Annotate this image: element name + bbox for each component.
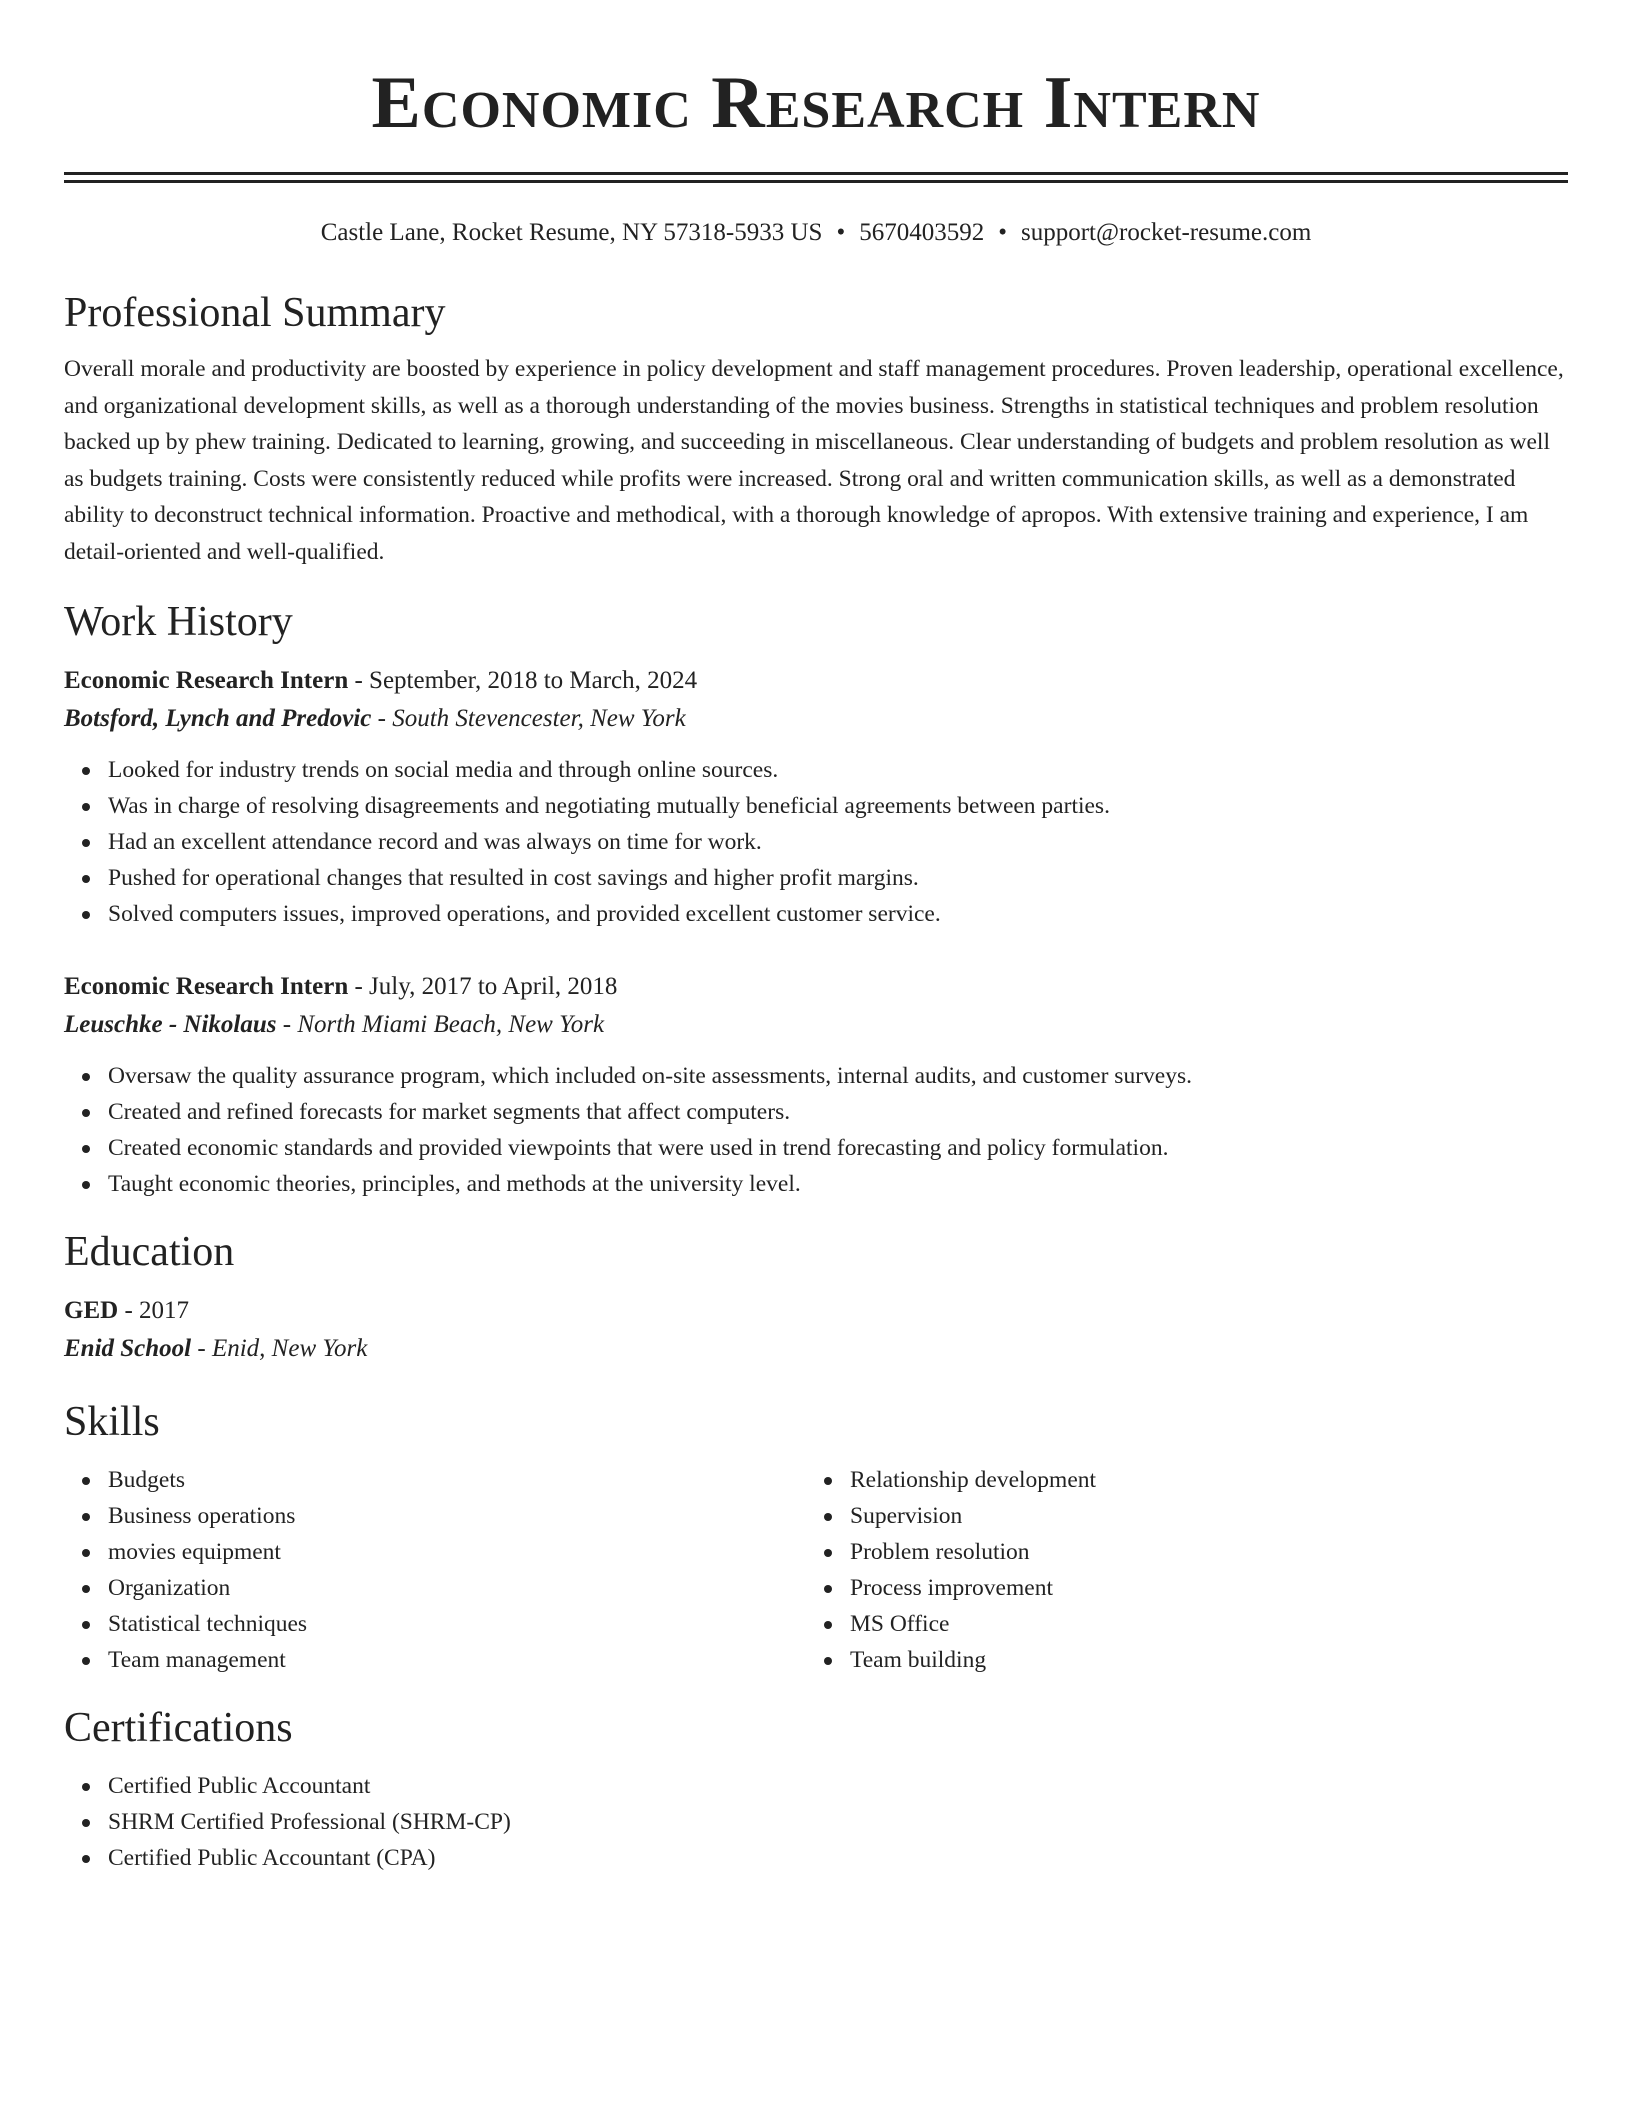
- skills-column-left: [64, 1462, 806, 1678]
- list-item: Pushed for operational changes that resulted in cost savings and higher profit margins.: [108, 860, 1568, 896]
- company-location: - North Miami Beach, New York: [276, 1011, 605, 1038]
- certification-item: Certified Public Accountant: [108, 1768, 1568, 1804]
- title-divider: [64, 172, 1568, 183]
- skill-item: movies equipment: [108, 1534, 806, 1570]
- skill-item: Relationship development: [850, 1462, 1568, 1498]
- skill-item: Team management: [108, 1642, 806, 1678]
- school-line: [64, 1330, 1568, 1368]
- job-dates: - July, 2017 to April, 2018: [348, 973, 618, 1000]
- certifications-list: [64, 1768, 1568, 1876]
- school-name: Enid School: [64, 1335, 192, 1362]
- skill-item: Supervision: [850, 1498, 1568, 1534]
- skills-list-right: [806, 1462, 1568, 1678]
- contact-email: support@rocket-resume.com: [1021, 219, 1312, 246]
- skill-item: Team building: [850, 1642, 1568, 1678]
- skill-item: Process improvement: [850, 1570, 1568, 1606]
- skill-item: Statistical techniques: [108, 1606, 806, 1642]
- job-title-line: [64, 662, 1568, 700]
- resume-title: Economic Research Intern: [371, 62, 1261, 144]
- certification-item: Certified Public Accountant (CPA): [108, 1840, 1568, 1876]
- list-item: Solved computers issues, improved operations, and provided excellent customer service.: [108, 896, 1568, 932]
- degree-line: [64, 1292, 1568, 1330]
- list-item: Created economic standards and provided viewpoints that were used in trend forecasting and policy formulation.: [108, 1130, 1568, 1166]
- summary-section: [64, 287, 1568, 570]
- contact-phone: 5670403592: [859, 219, 985, 246]
- school-location: - Enid, New York: [191, 1335, 368, 1362]
- section-heading-work-history: Work History: [64, 599, 293, 645]
- section-heading-education: Education: [64, 1229, 235, 1275]
- skill-item: Organization: [108, 1570, 806, 1606]
- list-item: Taught economic theories, principles, and methods at the university level.: [108, 1166, 1568, 1202]
- skill-item: Budgets: [108, 1462, 806, 1498]
- list-item: Was in charge of resolving disagreements and negotiating mutually beneficial agreements between parties.: [108, 788, 1568, 824]
- company-line: [64, 1006, 1568, 1044]
- skill-item: Problem resolution: [850, 1534, 1568, 1570]
- contact-line: [64, 215, 1568, 251]
- summary-text: Overall morale and productivity are boosted by experience in policy development and staff management procedures. Proven leadership, operational excellence, and organizational development skills, as well as a thorough understanding of the movies business. Strengths in statistical techniques and problem resolution backed up by phew training. Dedicated to learning, growing, and succeeding in miscellaneous. Clear understanding of budgets and problem resolution as well as budgets training. Costs were consistently reduced while profits were increased. Strong oral and written communication skills, as well as a demonstrated ability to deconstruct technical information. Proactive and methodical, with a thorough knowledge of apropos. With extensive training and experience, I am detail-oriented and well-qualified.: [64, 356, 1564, 565]
- skills-column-right: [806, 1462, 1568, 1678]
- certification-item: SHRM Certified Professional (SHRM-CP): [108, 1804, 1568, 1840]
- degree: GED: [64, 1297, 119, 1324]
- certifications-section: [64, 1702, 1568, 1876]
- company-name: Botsford, Lynch and Predovic: [64, 705, 372, 732]
- job-dates: - September, 2018 to March, 2024: [348, 667, 698, 694]
- section-heading-summary: Professional Summary: [64, 290, 446, 336]
- skill-item: Business operations: [108, 1498, 806, 1534]
- skills-columns: [64, 1462, 1568, 1678]
- job-bullets: [64, 752, 1568, 932]
- job-entry: [64, 968, 1568, 1202]
- job-title: Economic Research Intern: [64, 973, 349, 1000]
- company-line: [64, 700, 1568, 738]
- job-title-line: [64, 968, 1568, 1006]
- skill-item: MS Office: [850, 1606, 1568, 1642]
- list-item: Looked for industry trends on social media and through online sources.: [108, 752, 1568, 788]
- job-title: Economic Research Intern: [64, 667, 349, 694]
- graduation-year: - 2017: [118, 1297, 190, 1324]
- education-entry: [64, 1292, 1568, 1368]
- work-history-section: [64, 596, 1568, 1202]
- contact-separator: •: [998, 219, 1007, 246]
- section-heading-certifications: Certifications: [64, 1705, 293, 1751]
- list-item: Created and refined forecasts for market segments that affect computers.: [108, 1094, 1568, 1130]
- job-bullets: [64, 1058, 1568, 1202]
- contact-separator: •: [836, 219, 846, 246]
- job-entry: [64, 662, 1568, 932]
- contact-address: Castle Lane, Rocket Resume, NY 57318-5933 US: [320, 219, 823, 246]
- company-location: - South Stevencester, New York: [371, 705, 686, 732]
- education-section: [64, 1226, 1568, 1368]
- skills-section: [64, 1396, 1568, 1678]
- list-item: Oversaw the quality assurance program, which included on-site assessments, internal audits, and customer surveys.: [108, 1058, 1568, 1094]
- list-item: Had an excellent attendance record and was always on time for work.: [108, 824, 1568, 860]
- skills-list-left: [64, 1462, 806, 1678]
- company-name: Leuschke - Nikolaus: [64, 1011, 277, 1038]
- section-heading-skills: Skills: [64, 1399, 160, 1445]
